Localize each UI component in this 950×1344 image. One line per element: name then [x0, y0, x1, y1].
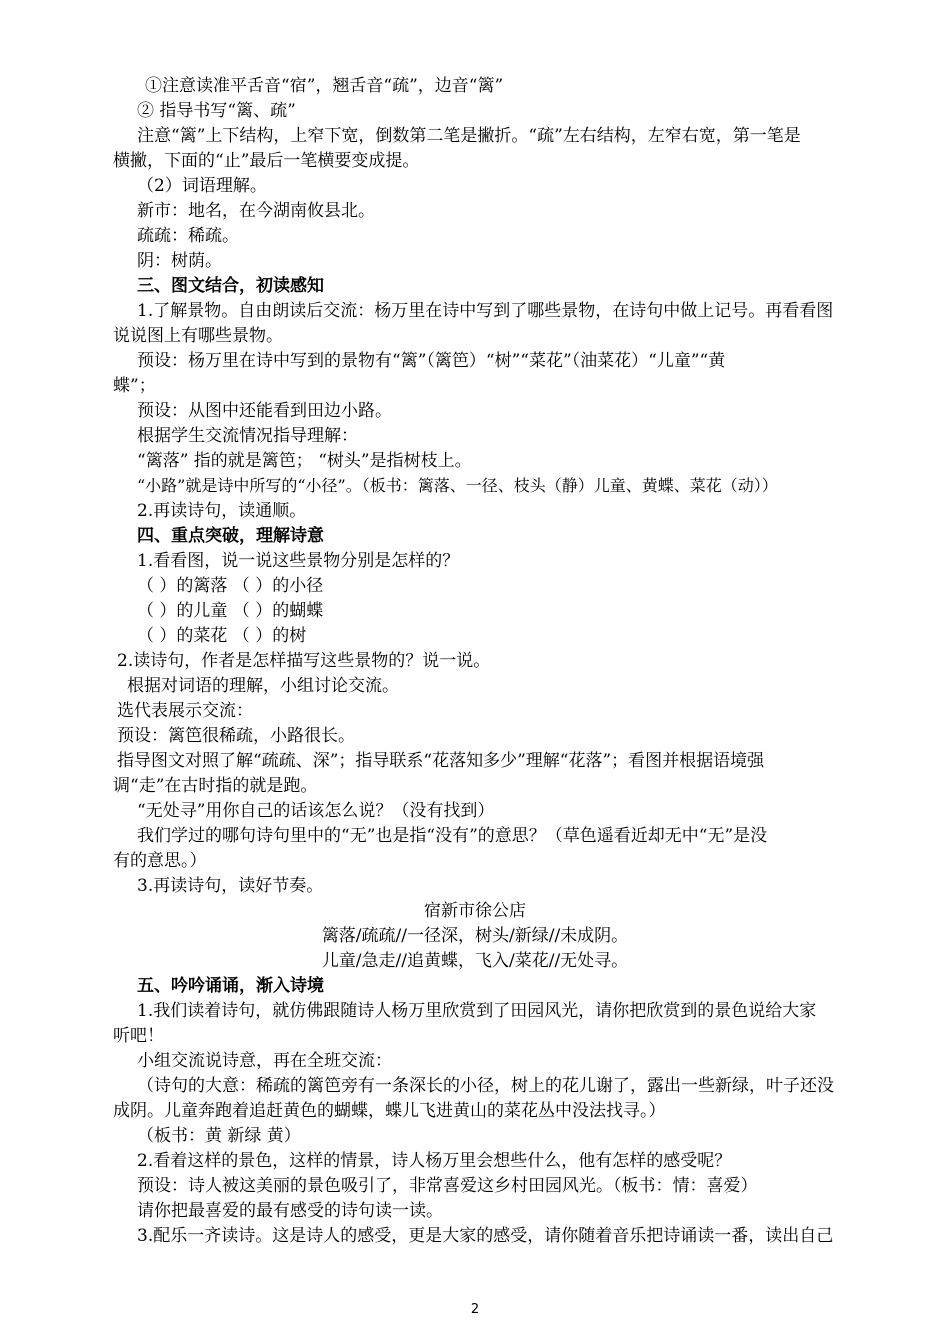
text-line: 2.再读诗句，读通顺。 [137, 501, 307, 521]
text-line: 蝶”； [113, 376, 156, 396]
text-line: （诗句的大意：稀疏的篱笆旁有一条深长的小径，树上的花儿谢了，露出一些新绿，叶子还没 [137, 1076, 834, 1096]
text-line: （板书：黄 新绿 黄） [137, 1126, 301, 1146]
section-heading: 三、图文结合，初读感知 [137, 276, 324, 296]
text-line: 3.再读诗句，读好节奏。 [137, 876, 324, 896]
poem-line: 儿童/急走//追黄蝶，飞入/菜花//无处寻。 [321, 951, 629, 971]
text-line: 新市：地名，在今湖南攸县北。 [137, 201, 375, 221]
text-line: ①注意读准平舌音“宿”，翘舌音“疏”，边音“篱” [145, 76, 504, 96]
text-line: 选代表展示交流： [117, 701, 253, 721]
text-line: 请你把最喜爱的最有感受的诗句读一读。 [137, 1201, 443, 1221]
text-line: 小组交流说诗意，再在全班交流： [137, 1051, 392, 1071]
text-line: 1.了解景物。自由朗读后交流：杨万里在诗中写到了哪些景物，在诗句中做上记号。再看看图 [137, 301, 834, 321]
text-line: 1.我们读着诗句，就仿佛跟随诗人杨万里欣赏到了田园风光，请你把欣赏到的景色说给大家 [137, 1001, 817, 1021]
text-line: 调“走”在古时指的就是跑。 [113, 776, 318, 796]
fill-blank-line: （ ）的篱落 （ ）的小径 [137, 576, 324, 596]
text-line: ② 指导书写“篱、疏” [137, 101, 296, 121]
page-number: 2 [470, 1302, 480, 1317]
text-line: 我们学过的哪句诗句里中的“无”也是指“没有”的意思？（草色遥看近却无中“无”是没 [137, 826, 768, 846]
text-line: 根据学生交流情况指导理解： [137, 426, 358, 446]
text-line: “无处寻”用你自己的话该怎么说？（没有找到） [137, 801, 495, 821]
section-heading: 四、重点突破，理解诗意 [137, 526, 324, 546]
text-line: 指导图文对照了解“疏疏、深”；指导联系“花落知多少”理解“花落”；看图并根据语境强 [117, 751, 765, 771]
poem-line: 篱落/疏疏//一径深，树头/新绿//未成阴。 [321, 926, 629, 946]
text-line: 预设：从图中还能看到田边小路。 [137, 401, 392, 421]
section-heading: 五、吟吟诵诵，渐入诗境 [137, 976, 324, 996]
text-line: 2.读诗句，作者是怎样描写这些景物的？说一说。 [117, 651, 491, 671]
text-line: 有的意思。） [113, 851, 207, 871]
fill-blank-line: （ ）的儿童 （ ）的蝴蝶 [137, 601, 324, 621]
text-line: 说说图上有哪些景物。 [113, 326, 283, 346]
text-line: 注意“篱”上下结构，上窄下宽，倒数第二笔是撇折。“疏”左右结构，左窄右宽，第一笔是 [137, 126, 801, 146]
text-line: 预设：杨万里在诗中写到的景物有“篱”（篱笆）“树”“菜花”（油菜花）“儿童”“黄 [137, 351, 726, 371]
text-line: 横撇，下面的“止”最后一笔横要变成提。 [113, 151, 420, 171]
text-line: 预设：诗人被这美丽的景色吸引了，非常喜爱这乡村田园风光。（板书：情：喜爱） [137, 1176, 758, 1196]
text-line: 疏疏：稀疏。 [137, 226, 239, 246]
text-line: “小路”就是诗中所写的“小径”。（板书：篱落、一径、枝头（静）儿童、黄蝶、菜花（动）） [137, 476, 778, 495]
text-line: 3.配乐一齐读诗。这是诗人的感受，更是大家的感受，请你随着音乐把诗诵读一番，读出自己 [137, 1226, 834, 1246]
text-line: 阴：树荫。 [137, 251, 222, 271]
poem-title: 宿新市徐公店 [424, 901, 526, 921]
text-line: 根据对词语的理解，小组讨论交流。 [127, 676, 399, 696]
text-line: “篱落” 指的就是篱笆； “树头”是指树枝上。 [137, 451, 472, 471]
text-line: 听吧！ [113, 1026, 164, 1046]
text-line: 1.看看图，说一说这些景物分别是怎样的？ [137, 551, 460, 571]
text-line: 成阴。儿童奔跑着追赶黄色的蝴蝶，蝶儿飞进黄山的菜花丛中没法找寻。） [113, 1101, 666, 1121]
text-line: 2.看着这样的景色，这样的情景，诗人杨万里会想些什么，他有怎样的感受呢？ [137, 1151, 732, 1171]
fill-blank-line: （ ）的菜花 （ ）的树 [137, 626, 307, 646]
text-line: （2）词语理解。 [137, 176, 267, 196]
text-line: 预设：篱笆很稀疏，小路很长。 [117, 726, 355, 746]
